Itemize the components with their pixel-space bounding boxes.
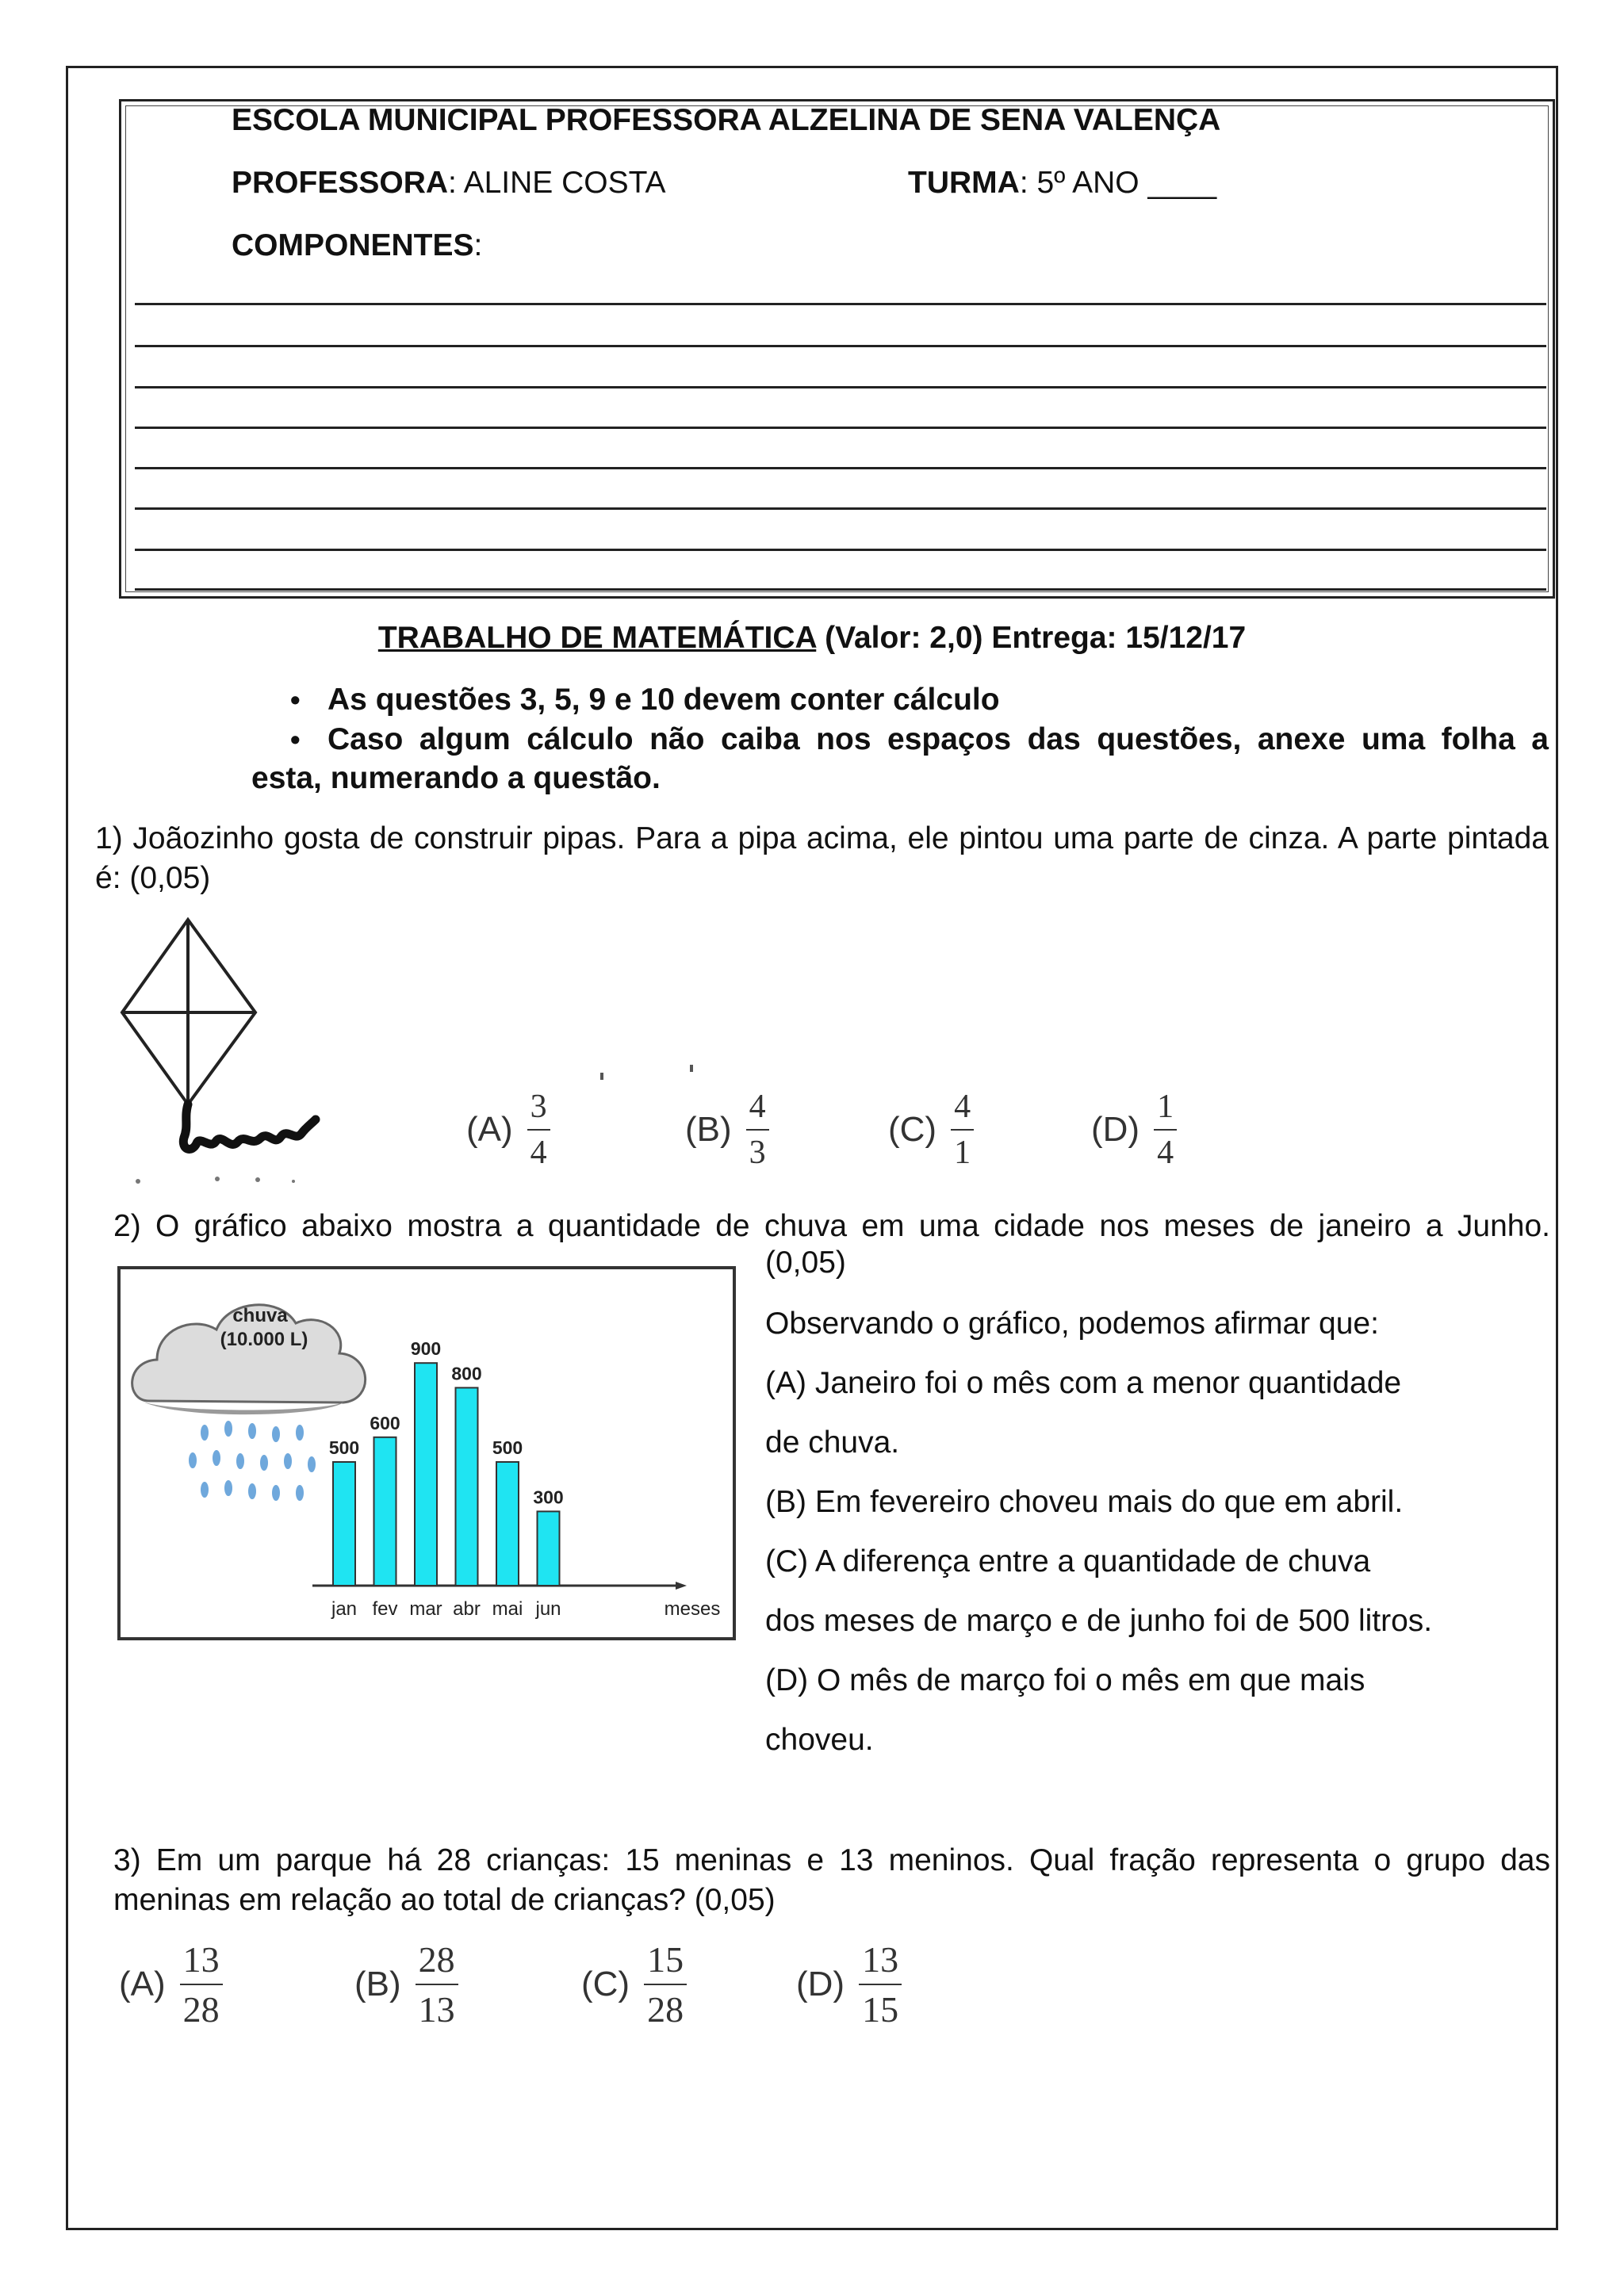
q2-option-line: (B) Em fevereiro choveu mais do que em abril. [765,1485,1404,1519]
q1-option-c[interactable] [888,1088,974,1172]
q2-option-line: choveu. [765,1723,874,1757]
tick-label-mai: mai [492,1598,523,1620]
name-line [135,386,1546,388]
class-label: TURMA [908,166,1020,200]
bullet-text: Caso algum cálculo não caiba nos espaços das questões, anexe uma folha a [327,722,1549,756]
kite-tail [183,1104,316,1149]
q3-option-b[interactable] [354,1938,458,2030]
class-value: : 5º ANO ____ [1019,166,1217,200]
option-letter: (A) [466,1110,513,1149]
chart-xlabel: meses [664,1598,721,1620]
chart-ylabel: (10.000 L) [220,1329,308,1350]
bar-jun [538,1511,560,1586]
data-label-abr: 800 [451,1363,482,1384]
option-letter: (B) [685,1110,732,1149]
question-3-text: 3) Em um parque há 28 crianças: 15 meninas e 13 meninos. Qual fração representa o grupo das meninas em relação ao total de crianças? (0,05) [113,1843,1550,1917]
q2-option-line: dos meses de março e de junho foi de 500 litros. [765,1604,1433,1638]
bar-jan [333,1462,355,1586]
scan-specks [136,1177,295,1184]
q1-option-d[interactable] [1091,1088,1177,1172]
bullet-text: As questões 3, 5, 9 e 10 devem conter cálculo [327,683,1000,717]
fraction [859,1938,902,2030]
rain-chart [117,1266,736,1640]
fraction-numerator: 13 [862,1939,899,1980]
fraction-denominator: 15 [859,1984,902,2030]
option-letter: (C) [581,1965,630,2003]
tick-label-fev: fev [372,1598,398,1620]
school-name: ESCOLA MUNICIPAL PROFESSORA ALZELINA DE SENA VALENÇA [232,103,1221,137]
fraction-denominator: 1 [951,1129,974,1172]
bar-mai [496,1462,519,1586]
work-title: TRABALHO DE MATEMÁTICA [377,621,817,655]
fraction [746,1088,769,1172]
q2-option-line: de chuva. [765,1425,900,1460]
option-letter: (D) [1091,1110,1140,1149]
name-line [135,303,1546,305]
fraction [416,1938,458,2030]
name-line [135,549,1546,551]
bullet-dot: • [290,683,301,716]
option-letter: (A) [119,1965,166,2003]
class-line [908,166,1216,201]
question-2-prompt: Observando o gráfico, podemos afirmar que: [765,1307,1379,1341]
data-label-mai: 500 [492,1437,523,1458]
fraction [180,1938,223,2030]
q1-option-a[interactable] [466,1088,550,1172]
option-letter: (B) [354,1965,401,2003]
data-label-jan: 500 [328,1437,360,1458]
scan-speck [600,1073,603,1080]
q2-option-line: (A) Janeiro foi o mês com a menor quantidade [765,1366,1402,1400]
name-line [135,588,1546,591]
fraction-denominator: 13 [416,1984,458,2030]
data-label-mar: 900 [410,1338,442,1360]
q2-option-line: (C) A diferença entre a quantidade de chuva [765,1544,1371,1578]
fraction [527,1088,550,1172]
teacher-line [232,166,666,201]
fraction-numerator: 13 [182,1939,220,1980]
bullet-text-continued: esta, numerando a questão. [251,761,661,795]
q3-option-c[interactable] [581,1938,687,2030]
fraction [644,1938,687,2030]
fraction-denominator: 28 [180,1984,223,2030]
q1-option-b[interactable] [685,1088,769,1172]
fraction-denominator: 4 [1154,1129,1177,1172]
components-colon: : [473,228,483,262]
work-value: (Valor: 2,0) Entrega: 15/12/17 [816,621,1247,655]
fraction [1154,1088,1177,1172]
kite-icon [122,920,255,1104]
q3-option-a[interactable] [119,1938,223,2030]
components-label: COMPONENTES [232,228,474,262]
question-2-score: (0,05) [765,1246,846,1280]
components-line [232,228,482,263]
question-2-text: 2) O gráfico abaixo mostra a quantidade de chuva em uma cidade nos meses de janeiro a Junho. [113,1209,1550,1243]
fraction-denominator: 4 [527,1129,550,1172]
work-title-line [0,618,1624,658]
name-line [135,467,1546,469]
tick-label-abr: abr [453,1598,481,1620]
name-line [135,507,1546,510]
fraction-numerator: 4 [749,1089,766,1125]
bar-abr [456,1387,478,1586]
bullet-dot: • [290,723,301,756]
option-letter: (C) [888,1110,937,1149]
tick-label-jun: jun [535,1598,561,1620]
fraction-numerator: 4 [954,1089,971,1125]
teacher-label: PROFESSORA [232,166,449,200]
name-line [135,427,1546,429]
fraction-numerator: 1 [1157,1089,1174,1125]
kite-illustration [111,912,428,1185]
bar-fev [374,1437,396,1586]
tick-label-jan: jan [331,1598,358,1620]
tick-label-mar: mar [409,1598,442,1620]
q2-option-line: (D) O mês de março foi o mês em que mais [765,1663,1365,1697]
fraction-numerator: 15 [647,1939,684,1980]
question-1-text: 1) Joãozinho gosta de construir pipas. Para a pipa acima, ele pintou uma parte de cinza. A parte pintada é: (0,05) [95,821,1549,895]
option-letter: (D) [796,1965,845,2003]
name-line [135,345,1546,347]
bar-mar [415,1363,437,1586]
fraction [951,1088,974,1172]
teacher-value: : ALINE COSTA [448,166,666,200]
data-label-jun: 300 [533,1487,564,1508]
data-label-fev: 600 [370,1412,400,1433]
chart-title: chuva [232,1305,288,1326]
q3-option-d[interactable] [796,1938,902,2030]
fraction-denominator: 3 [746,1129,769,1172]
fraction-numerator: 3 [530,1089,547,1125]
scan-speck [690,1065,693,1072]
fraction-denominator: 28 [644,1984,687,2030]
fraction-numerator: 28 [418,1939,455,1980]
